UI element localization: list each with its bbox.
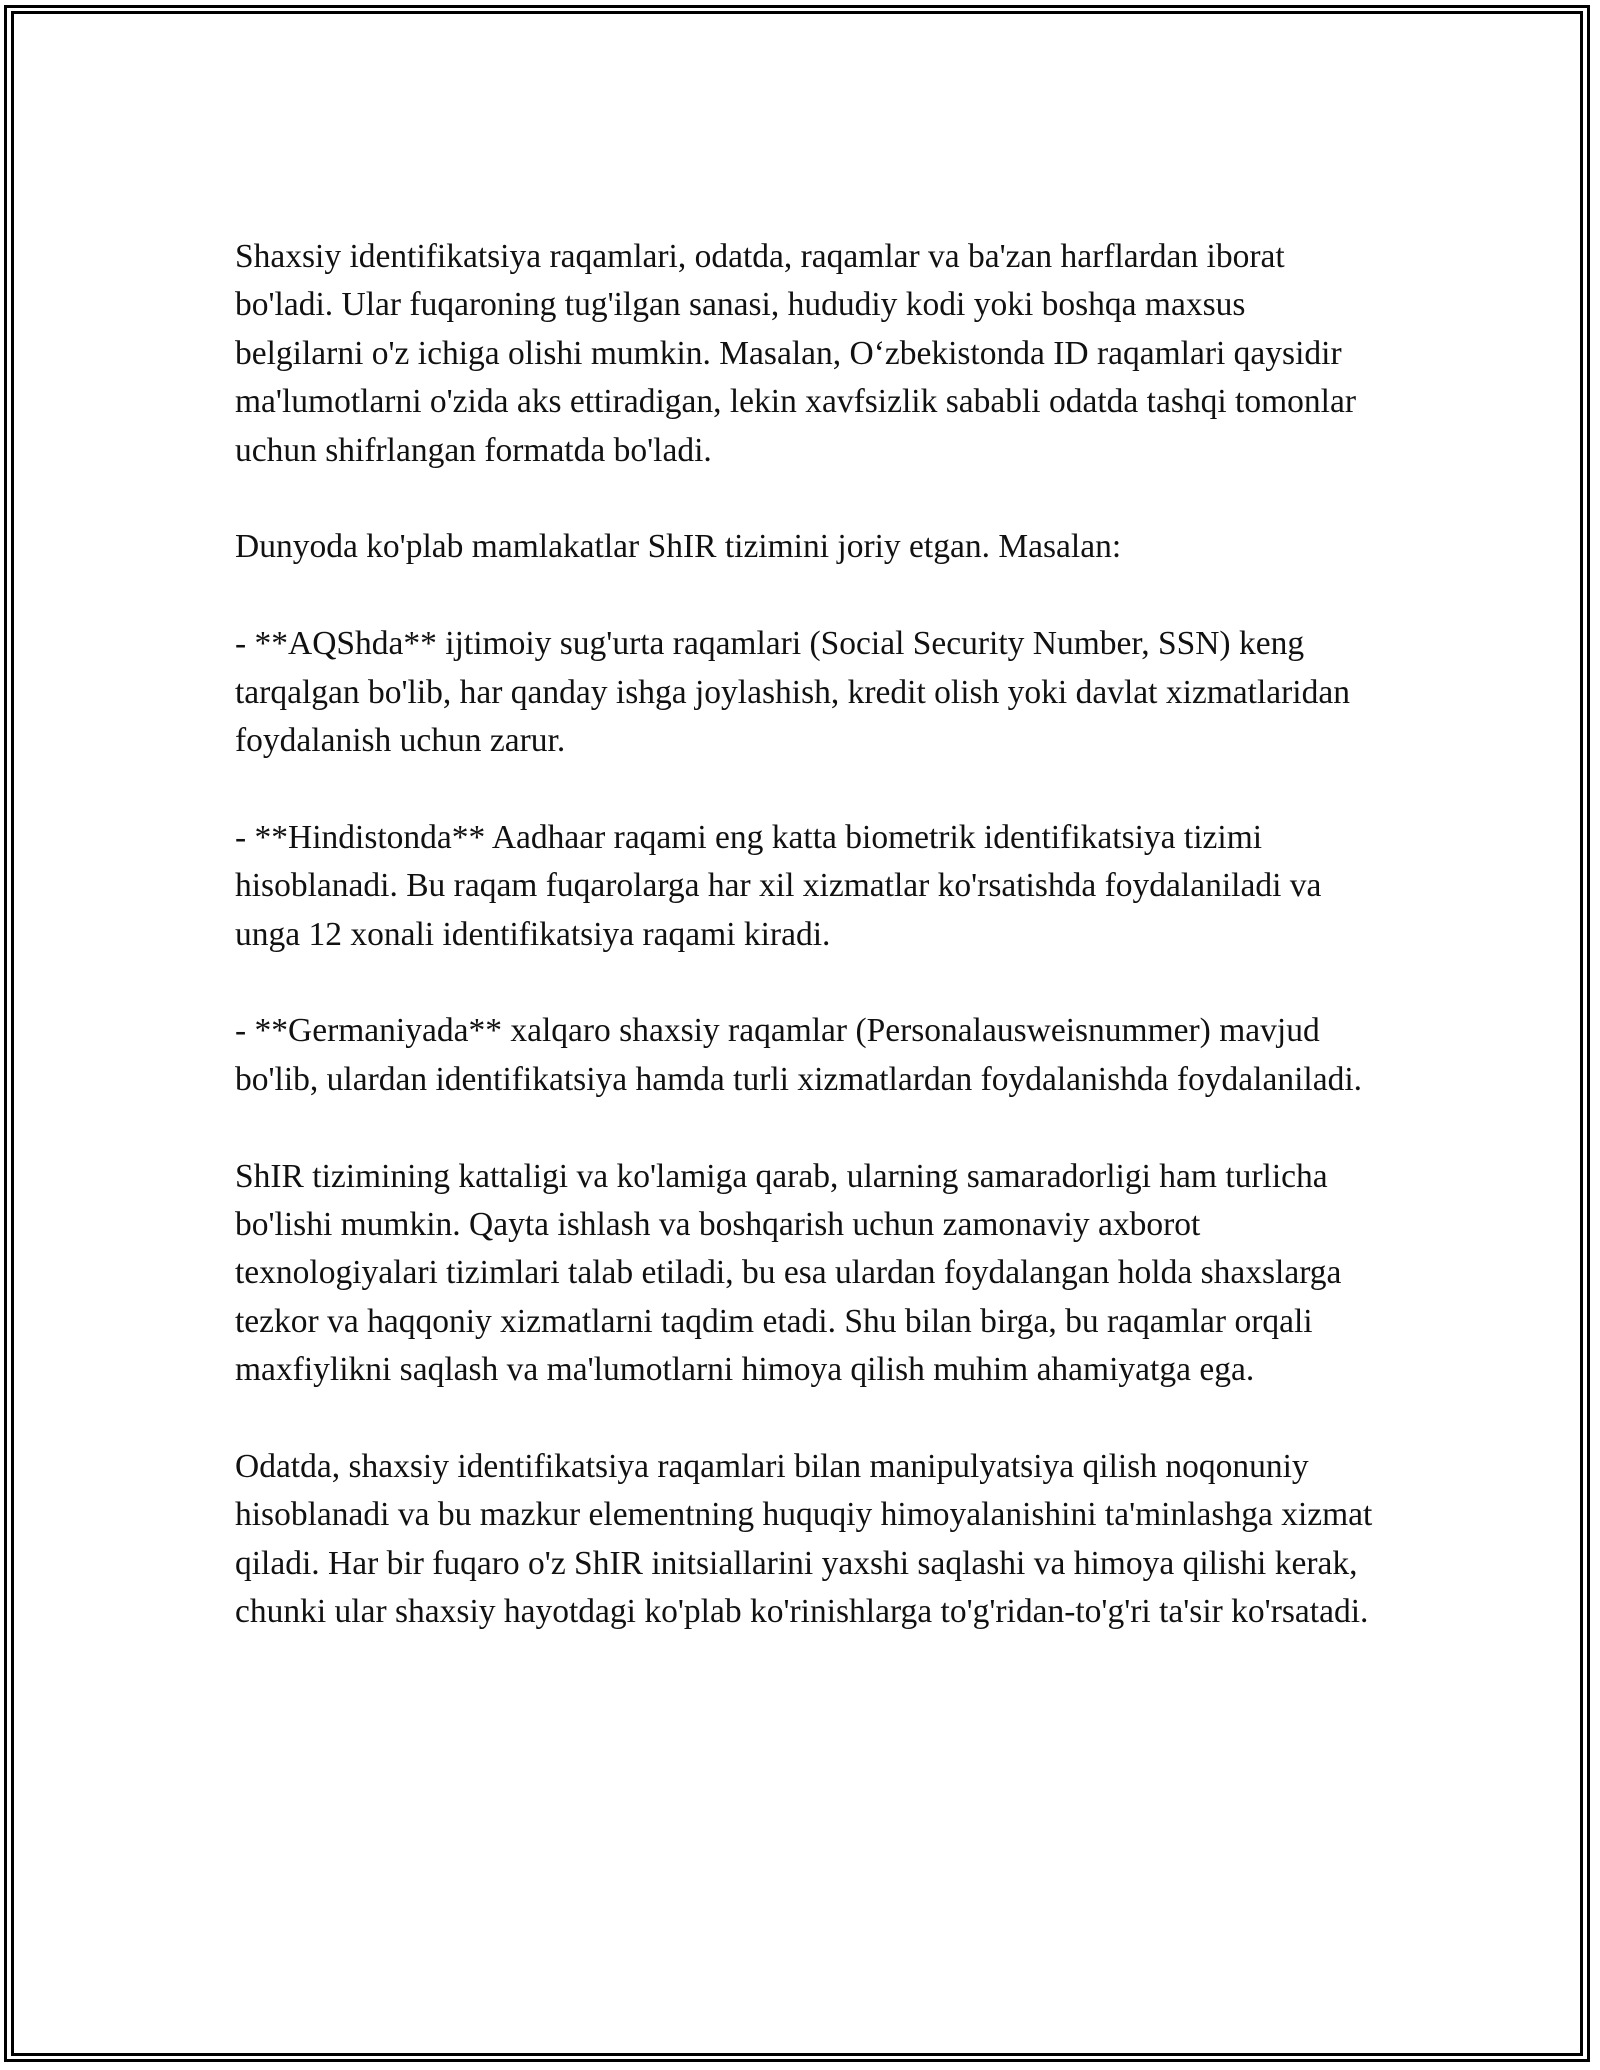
paragraph-intro: Shaxsiy identifikatsiya raqamlari, odatda, raqamlar va ba'zan harflardan iborat bo'ladi. Ular fuqaroning tug'ilgan sanasi, hududiy kodi yoki boshqa maxsus belgilarni o'z ichiga olishi mumkin. Masalan, O‘zbekistonda ID raqamlari qaysidir ma'lumotlarni o'zida aks ettiradigan, lekin xavfsizlik sababli odatda tashqi tomonlar uchun shifrlangan formatda bo'ladi.	[235, 238, 1356, 469]
document-body	[235, 233, 1375, 1637]
paragraph-india: - **Hindistonda** Aadhaar raqami eng katta biometrik identifikatsiya tizimi hisoblanadi. Bu raqam fuqarolarga har xil xizmatlar ko'rsatishda foydalaniladi va unga 12 xonali identifikatsiya raqami kiradi.	[235, 818, 1322, 953]
paragraph-usa: - **AQShda** ijtimoiy sug'urta raqamlari (Social Security Number, SSN) keng tarqalgan bo'lib, har qanday ishga joylashish, kredit olish yoki davlat xizmatlaridan foydalanish uchun zarur.	[235, 625, 1350, 760]
paragraph-germany: - **Germaniyada** xalqaro shaxsiy raqamlar (Personalausweisnummer) mavjud bo'lib, ulardan identifikatsiya hamda turli xizmatlardan foydalanishda foydalaniladi.	[235, 1012, 1363, 1098]
paragraph-efficiency: ShIR tizimining kattaligi va ko'lamiga qarab, ularning samaradorligi ham turlicha bo'lishi mumkin. Qayta ishlash va boshqarish uchun zamonaviy axborot texnologiyalari tizimlari talab etiladi, bu esa ulardan foydalangan holda shaxslarga tezkor va haqqoniy xizmatlarni taqdim etadi. Shu bilan birga, bu raqamlar orqali maxfiylikni saqlash va ma'lumotlarni himoya qilish muhim ahamiyatga ega.	[235, 1157, 1342, 1389]
paragraph-legal: Odatda, shaxsiy identifikatsiya raqamlari bilan manipulyatsiya qilish noqonuniy hisoblanadi va bu mazkur elementning huquqiy himoyalanishini ta'minlashga xizmat qiladi. Har bir fuqaro o'z ShIR initsiallarini yaxshi saqlashi va himoya qilishi kerak, chunki ular shaxsiy hayotdagi ko'plab ko'rinishlarga to'g'ridan-to'g'ri ta'sir ko'rsatadi.	[235, 1448, 1373, 1631]
paragraph-countries-intro: Dunyoda ko'plab mamlakatlar ShIR tizimini joriy etgan. Masalan:	[235, 528, 1122, 566]
